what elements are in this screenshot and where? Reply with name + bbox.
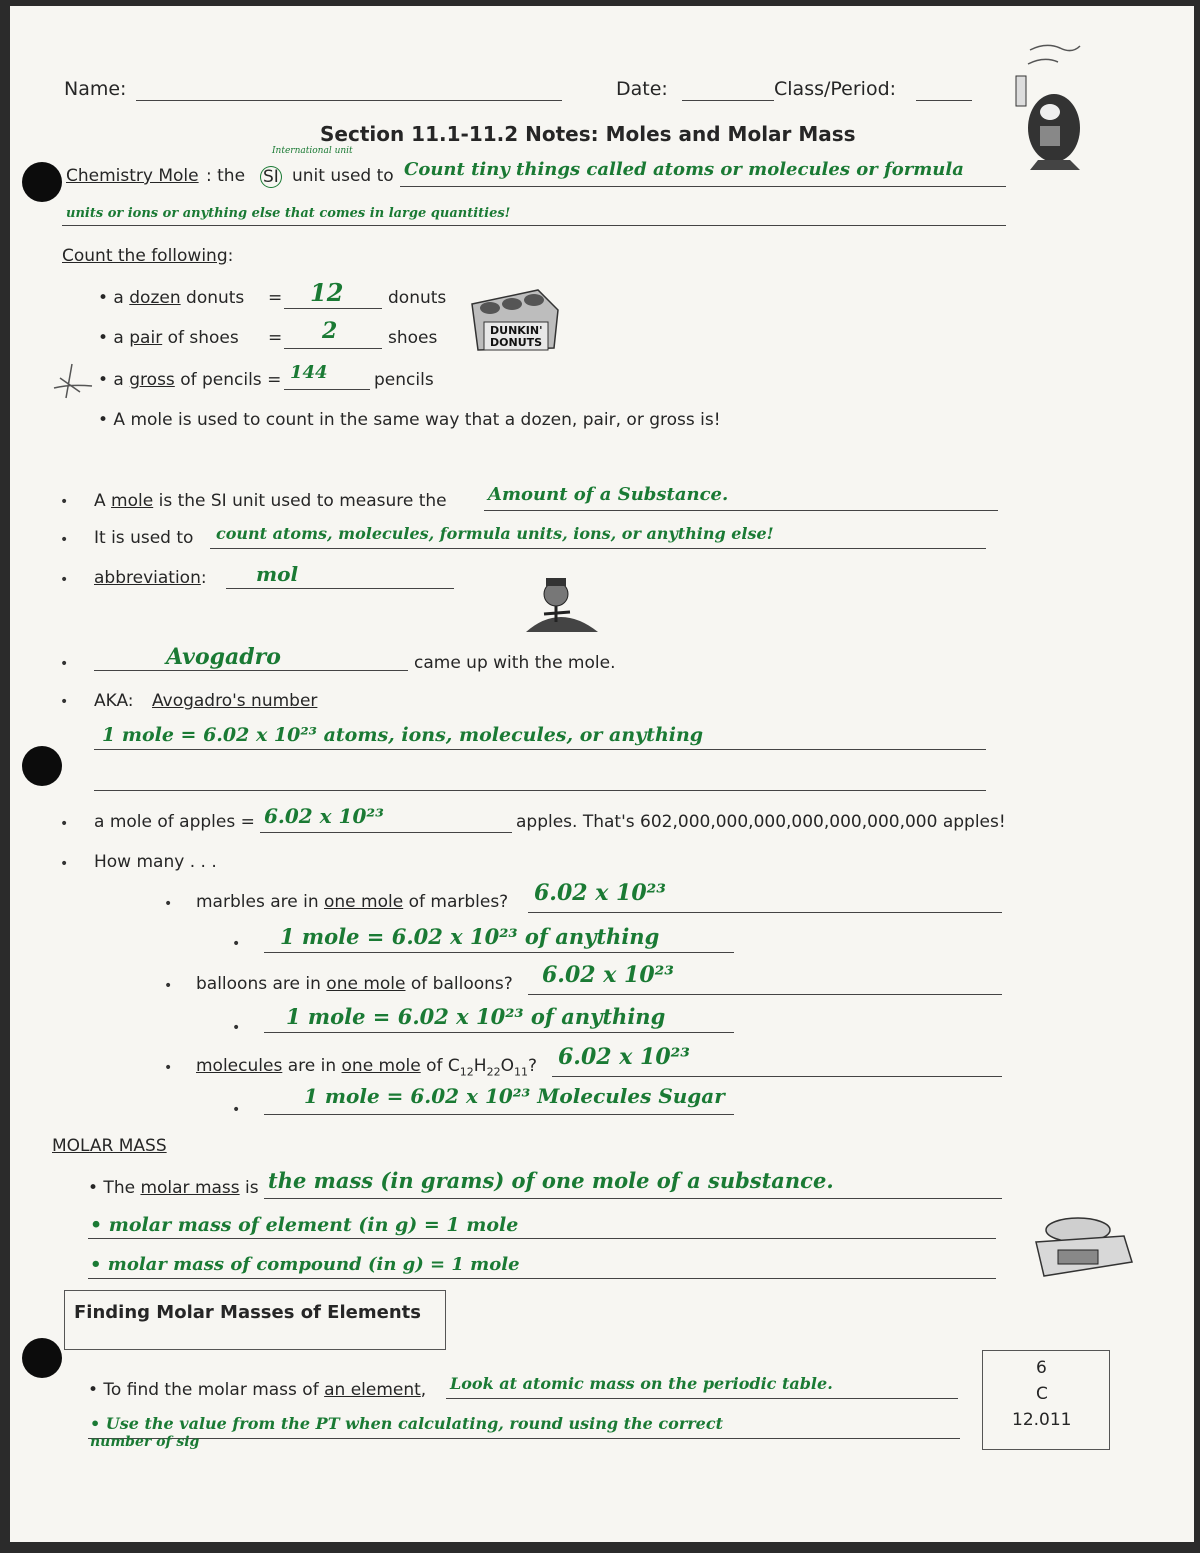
- dozen-unit: donuts: [388, 288, 447, 308]
- class-label: Class/Period:: [774, 78, 897, 100]
- find-post: ,: [420, 1380, 427, 1400]
- measure-post: is the SI unit used to measure the: [153, 491, 447, 511]
- q1-key: one mole: [324, 892, 404, 912]
- pair-key: pair: [129, 328, 163, 348]
- used-pre: It is used to: [94, 528, 194, 548]
- dozen-answer: 12: [310, 278, 344, 307]
- elements-box-title: Finding Molar Masses of Elements: [74, 1302, 421, 1323]
- q1-pre: marbles are in: [196, 892, 324, 912]
- q1-post: of marbles?: [403, 892, 509, 912]
- find-key: an element: [324, 1380, 421, 1400]
- si-annotation: International unit: [272, 146, 353, 156]
- mole-equation: 1 mole = 6.02 x 10²³ atoms, ions, molecules, or anything: [102, 724, 704, 746]
- count-heading: Count the following: [62, 246, 228, 266]
- pair-post: of shoes: [162, 328, 239, 348]
- chemistry-mole-label: Chemistry Mole: [66, 166, 199, 186]
- q2-answer: 6.02 x 10²³: [542, 962, 674, 988]
- answer-line: [94, 670, 408, 671]
- mole-count-note: • A mole is used to count in the same way that a dozen, pair, or gross is!: [98, 410, 721, 430]
- balance-scale-icon: [1028, 1206, 1136, 1286]
- element-number: 6: [1036, 1358, 1047, 1378]
- name-line: [136, 100, 562, 101]
- answer-line: [552, 1076, 1002, 1077]
- avogadro-post: came up with the mole.: [414, 653, 616, 673]
- q2-key: one mole: [326, 974, 406, 994]
- q3-formula-h-sub: 22: [486, 1065, 501, 1079]
- the-text: : the: [206, 166, 246, 186]
- answer-line: [284, 348, 382, 349]
- answer-line: [264, 1198, 1002, 1199]
- q3-pre-key: molecules: [196, 1056, 283, 1076]
- abbreviation-answer: mol: [256, 562, 299, 586]
- mole-def-answer2: units or ions or anything else that comes in large quantities!: [66, 206, 511, 221]
- aka-label: AKA:: [94, 691, 134, 711]
- miner-mole-icon: [520, 572, 602, 638]
- molar-def-answer: the mass (in grams) of one mole of a substance.: [268, 1168, 834, 1193]
- use-answer: • Use the value from the PT when calculating, round using the correct: [90, 1414, 723, 1433]
- dozen-post: donuts: [180, 288, 245, 308]
- answer-line: [400, 186, 1006, 187]
- answer-line: [94, 790, 986, 791]
- molar-line3: • molar mass of compound (in g) = 1 mole: [90, 1254, 520, 1275]
- find-answer: Look at atomic mass on the periodic table.: [450, 1374, 833, 1393]
- answer-line: [88, 1438, 960, 1439]
- molar-mass-heading: MOLAR MASS: [52, 1136, 167, 1156]
- q3-formula-o-sub: 11: [513, 1065, 528, 1079]
- date-label: Date:: [616, 78, 668, 100]
- q3-answer: 6.02 x 10²³: [558, 1044, 690, 1070]
- aka-value: Avogadro's number: [152, 691, 318, 711]
- q1-answer: 6.02 x 10²³: [534, 880, 666, 906]
- element-symbol: C: [1036, 1384, 1048, 1404]
- answer-line: [88, 1238, 996, 1239]
- name-label: Name:: [64, 78, 127, 100]
- binder-hole: [22, 162, 62, 202]
- unit-text: unit used to: [292, 166, 394, 186]
- dozen-key: dozen: [129, 288, 181, 308]
- molar-def-post: is: [239, 1178, 259, 1198]
- abbreviation-colon: :: [200, 568, 207, 588]
- answer-line: [284, 308, 382, 309]
- gross-key: gross: [129, 370, 175, 390]
- q3-formula-o: O: [500, 1056, 514, 1076]
- use-answer-2: number of sig: [90, 1434, 200, 1450]
- pair-unit: shoes: [388, 328, 438, 348]
- answer-line: [528, 912, 1002, 913]
- dozen-pre: • a: [98, 288, 130, 308]
- pair-answer: 2: [322, 318, 338, 344]
- gross-pre: • a: [98, 370, 130, 390]
- apples-post: apples. That's 602,000,000,000,000,000,000,000 apples!: [516, 812, 1006, 832]
- equals-sign: =: [268, 328, 283, 348]
- apples-answer: 6.02 x 10²³: [264, 804, 384, 828]
- page-title: Section 11.1-11.2 Notes: Moles and Molar Mass: [320, 122, 856, 146]
- donut-brand-line2: DONUTS: [490, 336, 543, 349]
- gross-post: of pencils =: [174, 370, 282, 390]
- element-mass: 12.011: [1012, 1410, 1072, 1430]
- answer-line: [528, 994, 1002, 995]
- answer-line: [264, 952, 734, 953]
- q3-key: one mole: [341, 1056, 421, 1076]
- molar-def-key: molar mass: [140, 1178, 240, 1198]
- answer-line: [210, 548, 986, 549]
- measure-pre: A: [94, 491, 112, 511]
- q3-pre: are in: [282, 1056, 342, 1076]
- q3-sub-answer: 1 mole = 6.02 x 10²³ Molecules Sugar: [304, 1084, 725, 1108]
- answer-line: [260, 832, 512, 833]
- donut-box-image: [468, 284, 560, 354]
- avogadro-answer: Avogadro: [166, 644, 281, 670]
- answer-line: [284, 389, 370, 390]
- answer-line: [226, 588, 454, 589]
- donut-brand-line1: DUNKIN': [490, 324, 543, 337]
- q2-pre: balloons are in: [196, 974, 327, 994]
- pair-pre: • a: [98, 328, 130, 348]
- mole-mascot-icon: [1010, 42, 1090, 172]
- answer-line: [94, 749, 986, 750]
- equals-sign: =: [268, 288, 283, 308]
- binder-hole: [22, 746, 62, 786]
- measure-key: mole: [111, 491, 154, 511]
- q1-sub-answer: 1 mole = 6.02 x 10²³ of anything: [280, 924, 660, 949]
- find-pre: • To find the molar mass of: [88, 1380, 325, 1400]
- apples-pre: a mole of apples =: [94, 812, 255, 832]
- q3-post-pre: of C: [420, 1056, 460, 1076]
- molar-line2: • molar mass of element (in g) = 1 mole: [90, 1214, 519, 1236]
- answer-line: [264, 1114, 734, 1115]
- how-many: How many . . .: [94, 852, 217, 872]
- abbreviation-label: abbreviation: [94, 568, 201, 588]
- q2-post: of balloons?: [405, 974, 513, 994]
- measure-answer: Amount of a Substance.: [488, 484, 729, 505]
- gross-unit: pencils: [374, 370, 434, 390]
- answer-line: [446, 1398, 958, 1399]
- scribble-mark-icon: [50, 358, 96, 402]
- q3-formula-c-sub: 12: [459, 1065, 474, 1079]
- q2-sub-answer: 1 mole = 6.02 x 10²³ of anything: [286, 1004, 666, 1029]
- answer-line: [62, 225, 1006, 226]
- q3-formula-h: H: [473, 1056, 487, 1076]
- used-answer: count atoms, molecules, formula units, ions, or anything else!: [216, 524, 774, 543]
- q3-post: ?: [527, 1056, 537, 1076]
- answer-line: [484, 510, 998, 511]
- worksheet-page: Name: Date: Class/Period: Section 11.1-11.2 Notes: Moles and Molar Mass International unit Chemistry Mole : the SI unit used to Count tiny things called atoms or molecules or formula units or ions or anything else that comes in large quantities! Count the following: • a dozen donuts = 12 donuts • a pair of shoes = 2 shoes • a gross of pencils = 144 pencils DUNKIN' DONUTS • A mole is used to count in the same way that a dozen, pair, or gross is! • A mole is the SI unit used to measure the Amount of a Substance. • It is used to count atoms, molecules, formula units, ions, or anything else! • abbreviation: mol • Avogadro came up with the mole. • AKA: Avogadro's number 1 mole = 6.02 x 10²³ atoms, ions, molecules, or anything • a mole of apples = 6.02 x 10²³ apples. That's 602,000,000,000,000,000,000,000 apples! • How many . . . • marbles are in one mole of marbles? 6.02 x 10²³ • 1 mole = 6.02 x 10²³ of anything • balloons are in one mole of balloons? 6.02 x 10²³ • 1 mole = 6.02 x 10²³ of anything • molecules are in one mole of $C_{12}H_{22}O_{11}$? 6.02 x 10²³ • 1 mole = 6.02 x 10²³ Molecules Sugar MOLAR MASS • The molar mass is the mass (in grams) of one mole of a substance. • molar mass of element (in g) = 1 mole • molar mass of compound (in g) = 1 mole Finding Molar Masses of Elements • To find the molar mass of an element, Look at atomic mass on the periodic table. • Use the value from the PT when calculating, round using the correct number of sig 6 C 12.011: [10, 6, 1194, 1542]
- class-line: [916, 100, 972, 101]
- si-circled: SI: [260, 166, 282, 188]
- count-heading-colon: :: [227, 246, 234, 266]
- gross-answer: 144: [290, 362, 328, 383]
- binder-hole: [22, 1338, 62, 1378]
- answer-line: [264, 1032, 734, 1033]
- mole-def-answer1: Count tiny things called atoms or molecules or formula: [404, 159, 964, 180]
- molar-def-pre: • The: [88, 1178, 141, 1198]
- answer-line: [88, 1278, 996, 1279]
- date-line: [682, 100, 774, 101]
